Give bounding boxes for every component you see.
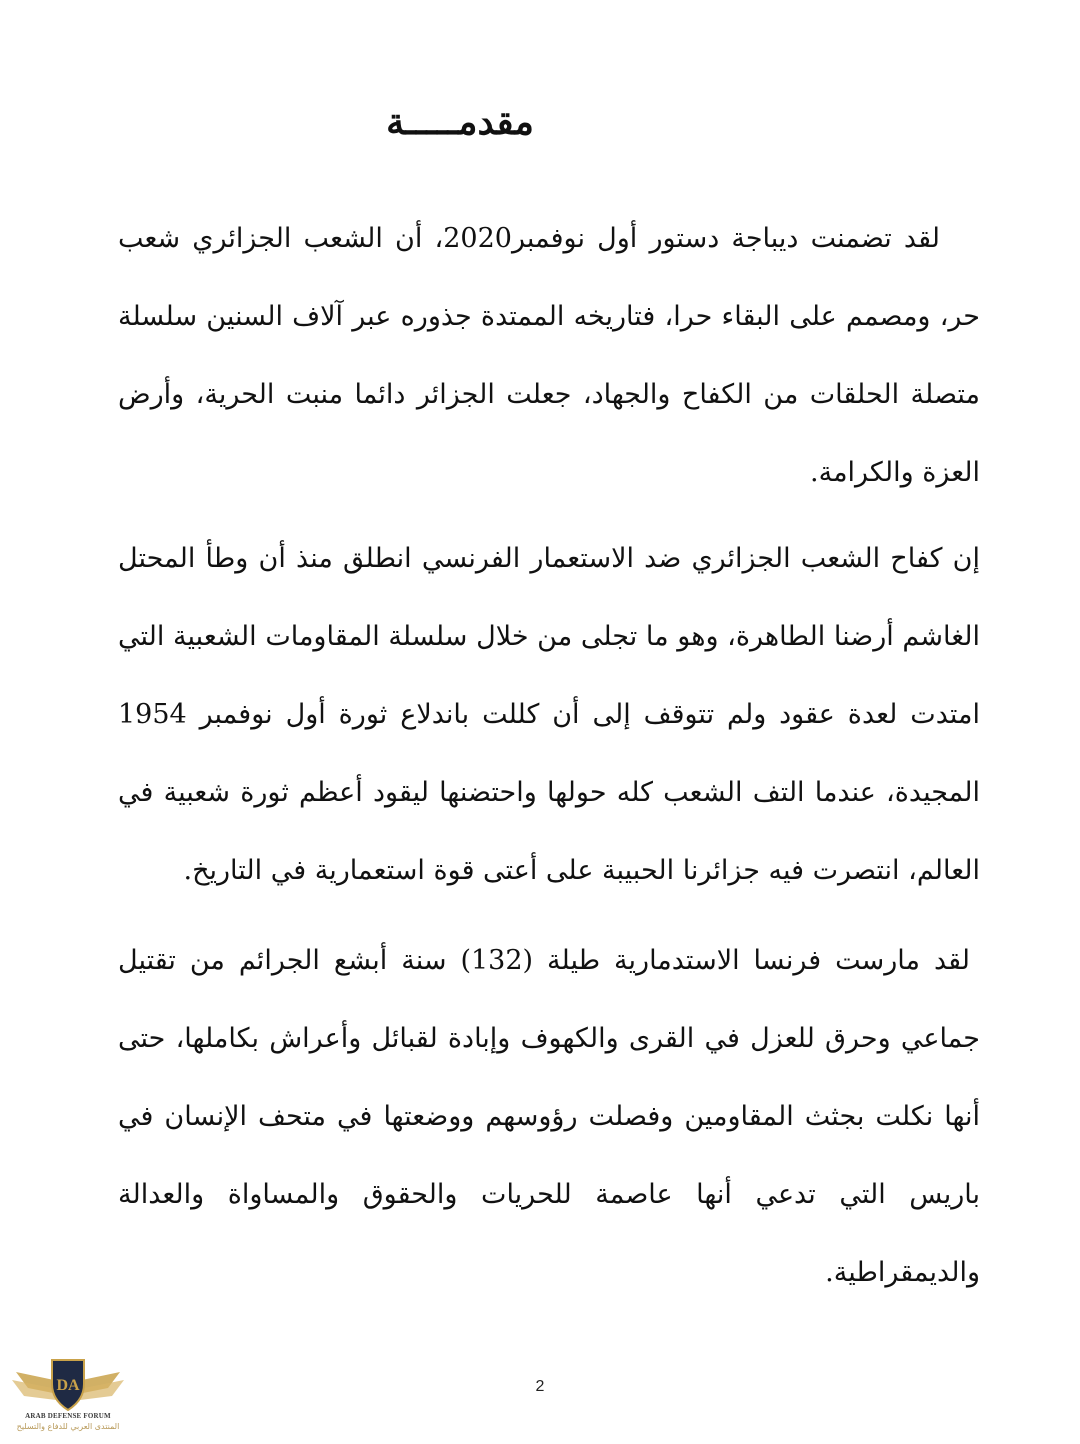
logo-name-en: ARAB DEFENSE FORUM: [25, 1412, 111, 1420]
page-number: 2: [535, 1378, 545, 1395]
paragraph-1: لقد تضمنت ديباجة دستور أول نوفمبر2020، أن الشعب الجزائري شعب حر، ومصمم على البقاء حرا، فتاريخه الممتدة جذوره عبر آلاف السنين سلسلة متصلة الحلقات من الكفاح والجهاد، جعلت الجزائر دائما منبت الحرية، وأرض العزة والكرامة.: [118, 223, 980, 488]
paragraph-3: لقد مارست فرنسا الاستدمارية طيلة (132) سنة أبشع الجرائم من تقتيل جماعي وحرق للعزل في القرى والكهوف وإبادة لقبائل وأعراش بكاملها، حتى أنها نكلت بجثث المقاومين وفصلت رؤوسهم ووضعتها في متحف الإنسان في باريس التي تدعي أنها عاصمة للحريات والحقوق والمساواة والعدالة والديمقراطية.: [118, 945, 980, 1288]
logo-name-ar: المنتدى العربي للدفاع والتسليح: [16, 1422, 120, 1431]
winged-shield-icon: [8, 1350, 128, 1414]
forum-logo: [8, 1350, 128, 1440]
page-title: مقدمـــــة: [386, 101, 534, 143]
logo-abbr: DA: [56, 1377, 80, 1394]
document-body: [118, 200, 980, 1312]
paragraph-2: إن كفاح الشعب الجزائري ضد الاستعمار الفرنسي انطلق منذ أن وطأ المحتل الغاشم أرضنا الطاهرة، وهو ما تجلى من خلال سلسلة المقاومات الشعبية التي امتدت لعدة عقود ولم تتوقف إلى أن كللت باندلاع ثورة أول نوفمبر 1954 المجيدة، عندما التف الشعب كله حولها واحتضنها ليقود أعظم ثورة شعبية في العالم، انتصرت فيه جزائرنا الحبيبة على أعتى قوة استعمارية في التاريخ.: [118, 543, 980, 886]
